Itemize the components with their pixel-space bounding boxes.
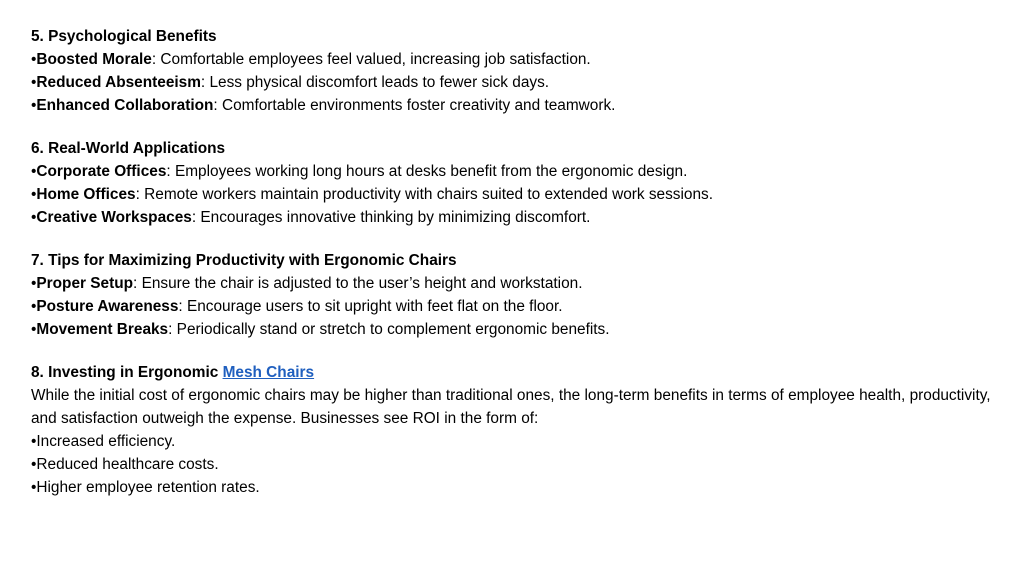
bullet-term: Reduced Absenteeism xyxy=(36,74,201,91)
section-heading xyxy=(31,361,1001,384)
bullet-glyph: • xyxy=(31,97,37,114)
bullet-term: Proper Setup xyxy=(36,275,134,292)
bullet-text: : Less physical discomfort leads to fewer sick days. xyxy=(200,74,550,91)
bullet-term: Posture Awareness xyxy=(36,298,179,315)
bullet-glyph: • xyxy=(31,74,37,91)
bullet-term: Home Offices xyxy=(36,186,136,203)
section-productivity-tips xyxy=(31,249,1001,341)
section-heading: 7. Tips for Maximizing Productivity with Ergonomic Chairs xyxy=(31,252,457,269)
slide-content xyxy=(31,25,1001,499)
section-psychological-benefits xyxy=(31,25,1001,117)
bullet-item xyxy=(31,160,1001,183)
bullet-text: : Comfortable environments foster creativity and teamwork. xyxy=(213,97,616,114)
bullet-text: : Encourage users to sit upright with feet flat on the floor. xyxy=(178,298,563,315)
bullet-text: Reduced healthcare costs. xyxy=(36,456,219,473)
heading-text: 8. Investing in Ergonomic xyxy=(31,364,223,381)
bullet-term: Movement Breaks xyxy=(36,321,169,338)
bullet-glyph: • xyxy=(31,163,37,180)
bullet-glyph: • xyxy=(31,186,37,203)
bullet-item xyxy=(31,318,1001,341)
bullet-glyph: • xyxy=(31,51,37,68)
bullet-item xyxy=(31,476,1001,499)
bullet-text: : Encourages innovative thinking by minimizing discomfort. xyxy=(191,209,591,226)
bullet-item xyxy=(31,183,1001,206)
bullet-term: Enhanced Collaboration xyxy=(36,97,214,114)
bullet-item xyxy=(31,295,1001,318)
bullet-item xyxy=(31,94,1001,117)
bullet-item xyxy=(31,48,1001,71)
bullet-term: Creative Workspaces xyxy=(36,209,192,226)
bullet-item xyxy=(31,430,1001,453)
bullet-text: : Periodically stand or stretch to complement ergonomic benefits. xyxy=(168,321,610,338)
bullet-item xyxy=(31,272,1001,295)
bullet-term: Corporate Offices xyxy=(36,163,167,180)
section-paragraph: While the initial cost of ergonomic chairs may be higher than traditional ones, the long-term benefits in terms of employee health, productivity, and satisfaction outweigh the expense. Businesses see ROI in the form of: xyxy=(31,387,991,427)
bullet-glyph: • xyxy=(31,209,37,226)
bullet-item xyxy=(31,453,1001,476)
bullet-glyph: • xyxy=(31,456,37,473)
bullet-glyph: • xyxy=(31,298,37,315)
bullet-glyph: • xyxy=(31,275,37,292)
mesh-chairs-link[interactable]: Mesh Chairs xyxy=(222,364,315,381)
section-investing-mesh-chairs xyxy=(31,361,1001,499)
bullet-item xyxy=(31,71,1001,94)
section-heading: 6. Real-World Applications xyxy=(31,140,226,157)
section-heading: 5. Psychological Benefits xyxy=(31,28,217,45)
bullet-text: : Comfortable employees feel valued, increasing job satisfaction. xyxy=(151,51,591,68)
bullet-text: : Employees working long hours at desks benefit from the ergonomic design. xyxy=(166,163,688,180)
bullet-glyph: • xyxy=(31,479,37,496)
section-real-world-applications xyxy=(31,137,1001,229)
bullet-glyph: • xyxy=(31,433,37,450)
bullet-text: : Remote workers maintain productivity with chairs suited to extended work sessions. xyxy=(135,186,714,203)
bullet-glyph: • xyxy=(31,321,37,338)
bullet-text: Higher employee retention rates. xyxy=(36,479,260,496)
bullet-item xyxy=(31,206,1001,229)
bullet-text: : Ensure the chair is adjusted to the user’s height and workstation. xyxy=(133,275,583,292)
bullet-term: Boosted Morale xyxy=(36,51,152,68)
bullet-text: Increased efficiency. xyxy=(36,433,176,450)
